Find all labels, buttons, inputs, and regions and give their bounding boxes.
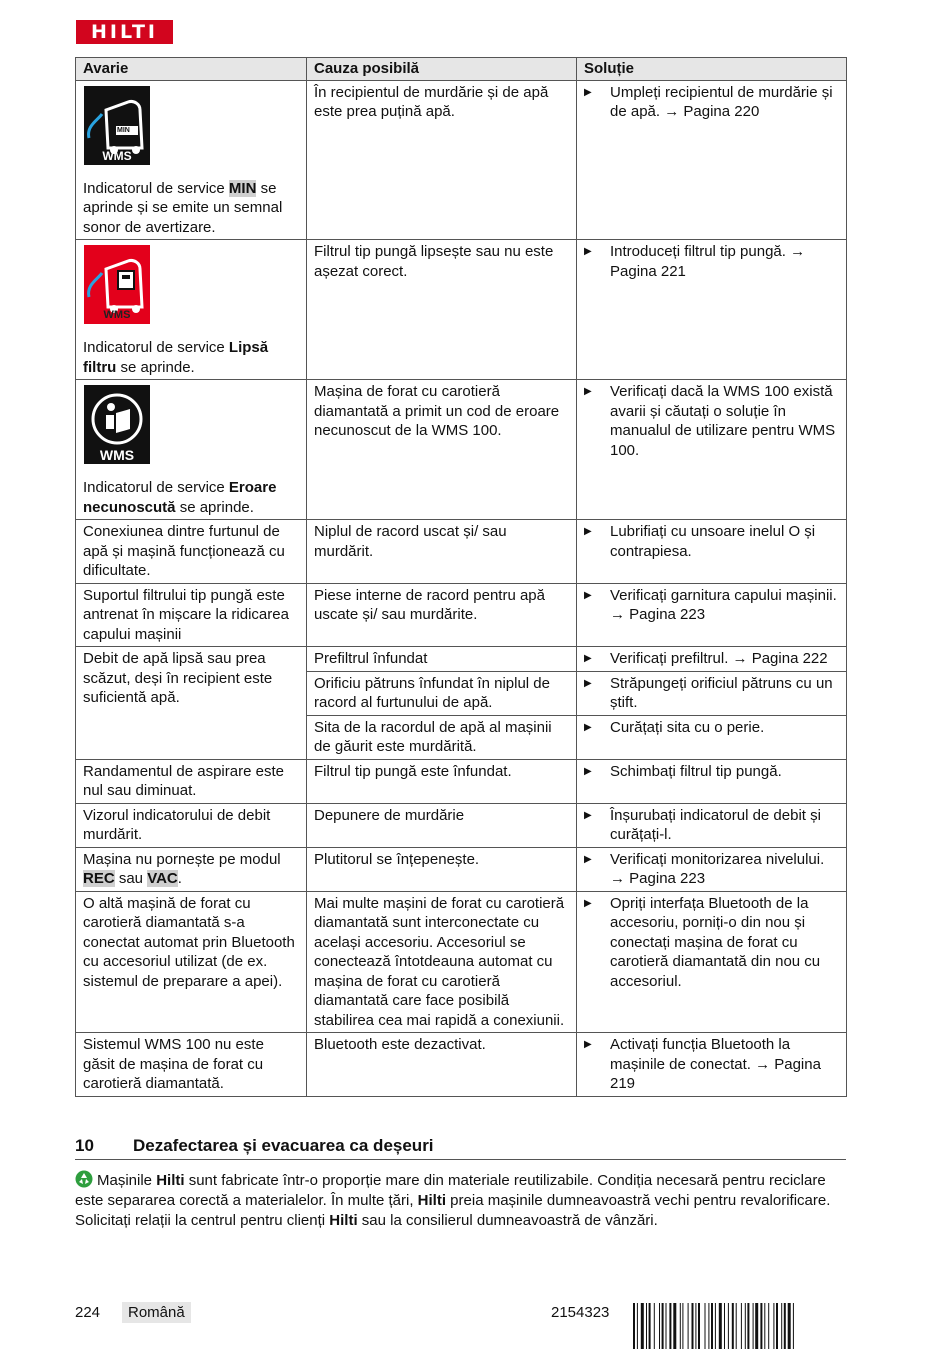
fault-cell: Suportul filtrului tip pungă este antrenat în mișcare la ridicarea capului mașinii [76, 583, 307, 647]
fault-cell [76, 240, 307, 380]
icon-min-tag: MIN [117, 126, 130, 134]
cause-cell: Niplul de racord uscat și/ sau murdărit. [307, 520, 577, 584]
bullet-arrow-icon: ▶ [584, 246, 592, 257]
cause-cell: Piese interne de racord pentru apă uscate și/ sau murdărite. [307, 583, 577, 647]
bullet-arrow-icon: ▶ [584, 677, 592, 689]
solution-cell: ▶ Schimbați filtrul tip pungă. [577, 759, 847, 803]
solution-cell: ▶ Activați funcția Bluetooth la mașinile de conectat. → Pagina 219 [577, 1033, 847, 1097]
cause-cell: Plutitorul se înțepenește. [307, 847, 577, 891]
bullet-arrow-icon: ▶ [584, 526, 592, 537]
solution-cell: ▶ Opriți interfața Bluetooth de la accesoriu, porniți-o din nou și conectați mașina de forat cu carotieră diamantată din nou cu accesoriul. [577, 891, 847, 1033]
fault-text: Indicatorul de service MIN se aprinde și se emite un semnal sonor de avertizare. [83, 179, 283, 236]
table-row [76, 520, 847, 584]
table-row [76, 647, 847, 672]
solution-cell: ▶ Verificați dacă la WMS 100 există avarii și căutați o soluție în manualul de utilizare pentru WMS 100. [577, 380, 847, 520]
icon-label: WMS [103, 309, 131, 321]
wms-unknown-error-icon [84, 385, 150, 464]
cause-cell: Depunere de murdărie [307, 803, 577, 847]
section-paragraph: Mașinile Hilti sunt fabricate într-o proporție mare din materiale reutilizabile. Condiția necesară pentru reciclare este separarea corectă a materialelor. În multe țări, Hilti preia mașinile dumneavoastră vechi pentru revalorificare. Solicitați relații la centrul pentru clienți Hilti sau la consilierul dumneavoastră de vânzări. [75, 1172, 831, 1229]
solution-cell: ▶ Lubrifiați cu unsoare inelul O și contrapiesa. [577, 520, 847, 584]
fault-cell [76, 80, 307, 240]
wms-min-icon [84, 86, 150, 165]
table-row [76, 240, 847, 380]
fault-cell: Sistemul WMS 100 nu este găsit de mașina de forat cu carotieră diamantată. [76, 1033, 307, 1097]
solution-cell: ▶ Curățați sita cu o perie. [577, 715, 847, 759]
fault-cell: Randamentul de aspirare este nul sau diminuat. [76, 759, 307, 803]
section-title: Dezafectarea și evacuarea ca deșeuri [133, 1136, 434, 1155]
icon-label: WMS [99, 447, 135, 463]
table-row [76, 80, 847, 240]
language-label: Română [122, 1302, 191, 1324]
fault-cell: Conexiunea dintre furtunul de apă și mașină funcționează cu dificultate. [76, 520, 307, 584]
table-row [76, 891, 847, 1033]
solution-cell: ▶ Introduceți filtrul tip pungă. → Pagina 221 [577, 240, 847, 380]
section-heading [75, 1135, 846, 1160]
solution-cell: ▶ Umpleți recipientul de murdărie și de apă. → Pagina 220 [577, 80, 847, 240]
section-number: 10 [75, 1136, 94, 1155]
bullet-arrow-icon: ▶ [584, 809, 592, 821]
header-cause: Cauza posibilă [307, 58, 577, 81]
table-row [76, 803, 847, 847]
bullet-arrow-icon: ▶ [584, 589, 592, 601]
solution-cell: ▶ Verificați monitorizarea nivelului. → Pagina 223 [577, 847, 847, 891]
wms-filter-missing-icon [84, 245, 150, 324]
bullet-arrow-icon: ▶ [584, 721, 592, 733]
fault-cell: Debit de apă lipsă sau prea scăzut, deși în recipient este suficientă apă. [76, 647, 307, 760]
solution-cell: ▶ Verificați garnitura capului mașinii. → Pagina 223 [577, 583, 847, 647]
bullet-arrow-icon: ▶ [584, 386, 592, 397]
cause-cell: Prefiltrul înfundat [307, 647, 577, 672]
header-solution: Soluție [577, 58, 847, 81]
cause-cell: Orificiu pătruns înfundat în niplul de racord al furtunului de apă. [307, 671, 577, 715]
recycle-icon [75, 1170, 93, 1188]
troubleshooting-table [75, 57, 847, 1097]
fault-cell: O altă mașină de forat cu carotieră diamantată s-a conectat automat prin Bluetooth cu accesoriul utilizat (de ex. sistemul de preparare a apei). [76, 891, 307, 1033]
table-row [76, 380, 847, 520]
hilti-logo: HILTI [76, 20, 173, 44]
table-row [76, 1033, 847, 1097]
cause-cell: În recipientul de murdărie și de apă este prea puțină apă. [307, 80, 577, 240]
icon-label: WMS [102, 148, 132, 163]
fault-cell [76, 380, 307, 520]
cause-cell: Filtrul tip pungă este înfundat. [307, 759, 577, 803]
fault-text: Indicatorul de service Lipsă filtru se aprinde. [83, 339, 269, 376]
document-number: 2154323 [551, 1304, 610, 1321]
cause-cell: Mașina de forat cu carotieră diamantată a primit un cod de eroare necunoscut de la WMS 100. [307, 380, 577, 520]
bullet-arrow-icon: ▶ [584, 653, 592, 664]
bullet-arrow-icon: ▶ [584, 765, 592, 777]
bullet-arrow-icon: ▶ [584, 853, 592, 865]
cause-cell: Mai multe mașini de forat cu carotieră diamantată sunt interconectate cu același accesoriu. Accesoriul se conectează întotdeauna automat cu mașina de forat cu carotieră diamantată care face posibilă stabilirea cea mai rapidă a conexiunii. [307, 891, 577, 1033]
cause-cell: Filtrul tip pungă lipsește sau nu este așezat corect. [307, 240, 577, 380]
table-row [76, 847, 847, 891]
page-number: 224 [75, 1304, 101, 1321]
cause-cell: Bluetooth este dezactivat. [307, 1033, 577, 1097]
table-row [76, 583, 847, 647]
solution-cell: ▶ Înșurubați indicatorul de debit și curățați-l. [577, 803, 847, 847]
fault-cell: Vizorul indicatorului de debit murdărit. [76, 803, 307, 847]
table-header-row [76, 58, 847, 81]
solution-cell: ▶ Străpungeți orificiul pătruns cu un știft. [577, 671, 847, 715]
bullet-arrow-icon: ▶ [584, 86, 592, 98]
solution-cell: ▶ Verificați prefiltrul. → Pagina 222 [577, 647, 847, 672]
table-row [76, 759, 847, 803]
barcode [633, 1303, 845, 1349]
cause-cell: Sita de la racordul de apă al mașinii de găurit este murdărită. [307, 715, 577, 759]
fault-cell: Mașina nu pornește pe modul REC sau VAC. [76, 847, 307, 891]
bullet-arrow-icon: ▶ [584, 897, 592, 909]
bullet-arrow-icon: ▶ [584, 1039, 592, 1050]
header-fault: Avarie [76, 58, 307, 81]
fault-text: Indicatorul de service Eroare necunoscută se aprinde. [83, 479, 277, 516]
